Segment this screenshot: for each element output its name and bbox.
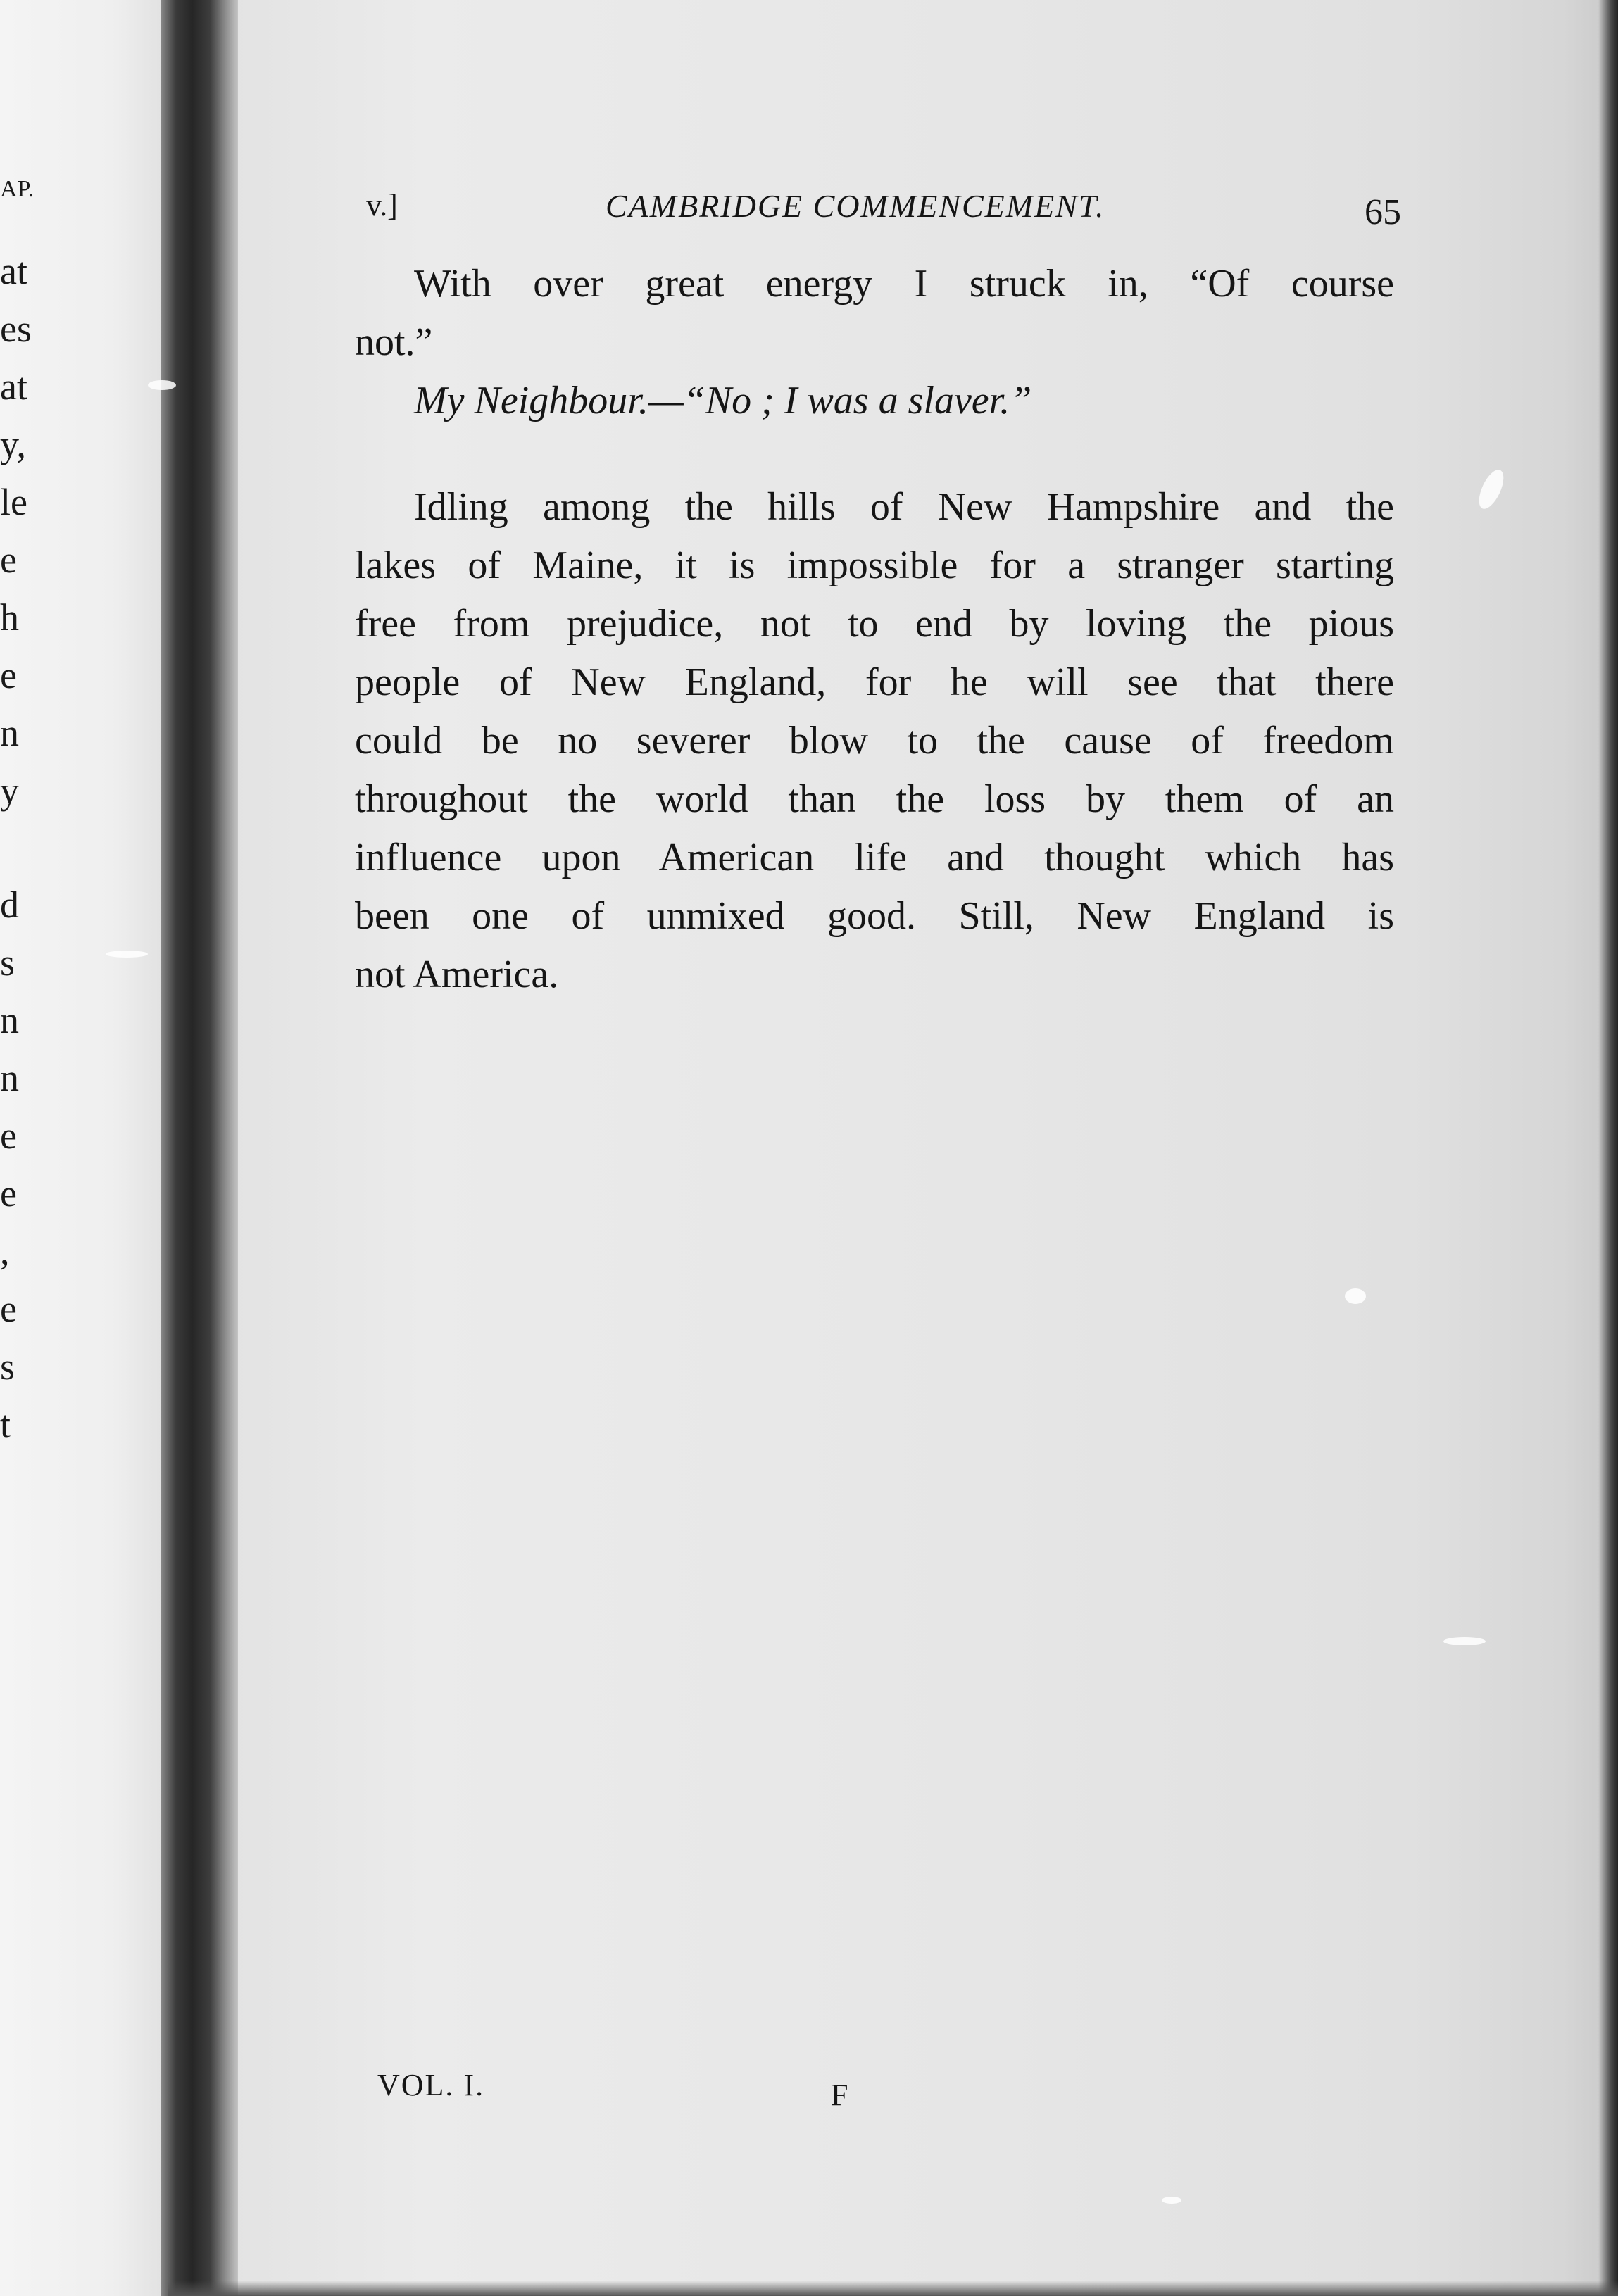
page-bottom-edge-shadow — [168, 2281, 1618, 2296]
dialogue-line: My Neighbour.—“No ; I was a slaver.” — [414, 379, 1032, 422]
left-page-fragment: d — [0, 884, 19, 926]
left-page-fragment: s — [0, 1345, 15, 1388]
text-line: been one of unmixed good. Still, New England is — [355, 894, 1394, 938]
scan-artifact — [1162, 2197, 1181, 2204]
left-page-fragment: n — [0, 712, 19, 754]
chapter-number: v.] — [366, 188, 398, 222]
volume-signature: VOL. I. — [377, 2068, 485, 2102]
page-number: 65 — [1365, 192, 1401, 232]
left-page-fragment: e — [0, 654, 17, 696]
running-head — [366, 182, 1401, 238]
left-page-fragment: AP. — [0, 176, 35, 202]
text-line: not America. — [355, 953, 559, 996]
left-page-fragment: e — [0, 1288, 17, 1330]
gathering-signature: F — [831, 2078, 848, 2112]
scan-artifact — [1345, 1288, 1366, 1304]
left-page-fragment: at — [0, 365, 27, 408]
left-page-fragment: es — [0, 308, 32, 350]
page-right-edge-shadow — [1598, 0, 1618, 2296]
scan-artifact — [1443, 1637, 1486, 1645]
text-line: With over great energy I struck in, “Of course — [414, 262, 1394, 306]
text-line: not.” — [355, 320, 433, 364]
left-page-fragment: y, — [0, 423, 26, 465]
body-text — [355, 255, 1394, 1004]
left-page-fragment: n — [0, 1057, 19, 1099]
text-line: lakes of Maine, it is impossible for a stranger starting — [355, 544, 1394, 587]
book-binding-gutter — [161, 0, 238, 2296]
scan-artifact — [148, 380, 176, 390]
left-page-fragment: n — [0, 999, 19, 1041]
text-line: people of New England, for he will see that there — [355, 660, 1394, 704]
left-page-fragment: e — [0, 539, 17, 581]
left-page-fragment: y — [0, 770, 19, 812]
left-page-fragment: e — [0, 1172, 17, 1215]
text-line: throughout the world than the loss by them of an — [355, 777, 1394, 821]
left-page-fragment: at — [0, 250, 27, 292]
text-line: free from prejudice, not to end by loving the pious — [355, 602, 1394, 646]
left-page-fragment: t — [0, 1403, 11, 1445]
left-page-fragment: h — [0, 596, 19, 639]
section-break — [355, 430, 1394, 478]
text-line: Idling among the hills of New Hampshire and the — [414, 485, 1394, 529]
left-page-fragment: e — [0, 1115, 17, 1157]
text-line: could be no severer blow to the cause of freedom — [355, 719, 1394, 763]
left-page-fragment: , — [0, 1230, 10, 1272]
scan-artifact — [106, 951, 148, 958]
scan-artifact — [1474, 466, 1509, 512]
facing-page-edge — [0, 0, 169, 2296]
text-line: influence upon American life and thought which has — [355, 836, 1394, 879]
left-page-fragment: s — [0, 941, 15, 984]
left-page-fragment: le — [0, 481, 27, 523]
running-title: CAMBRIDGE COMMENCEMENT. — [606, 188, 1105, 224]
